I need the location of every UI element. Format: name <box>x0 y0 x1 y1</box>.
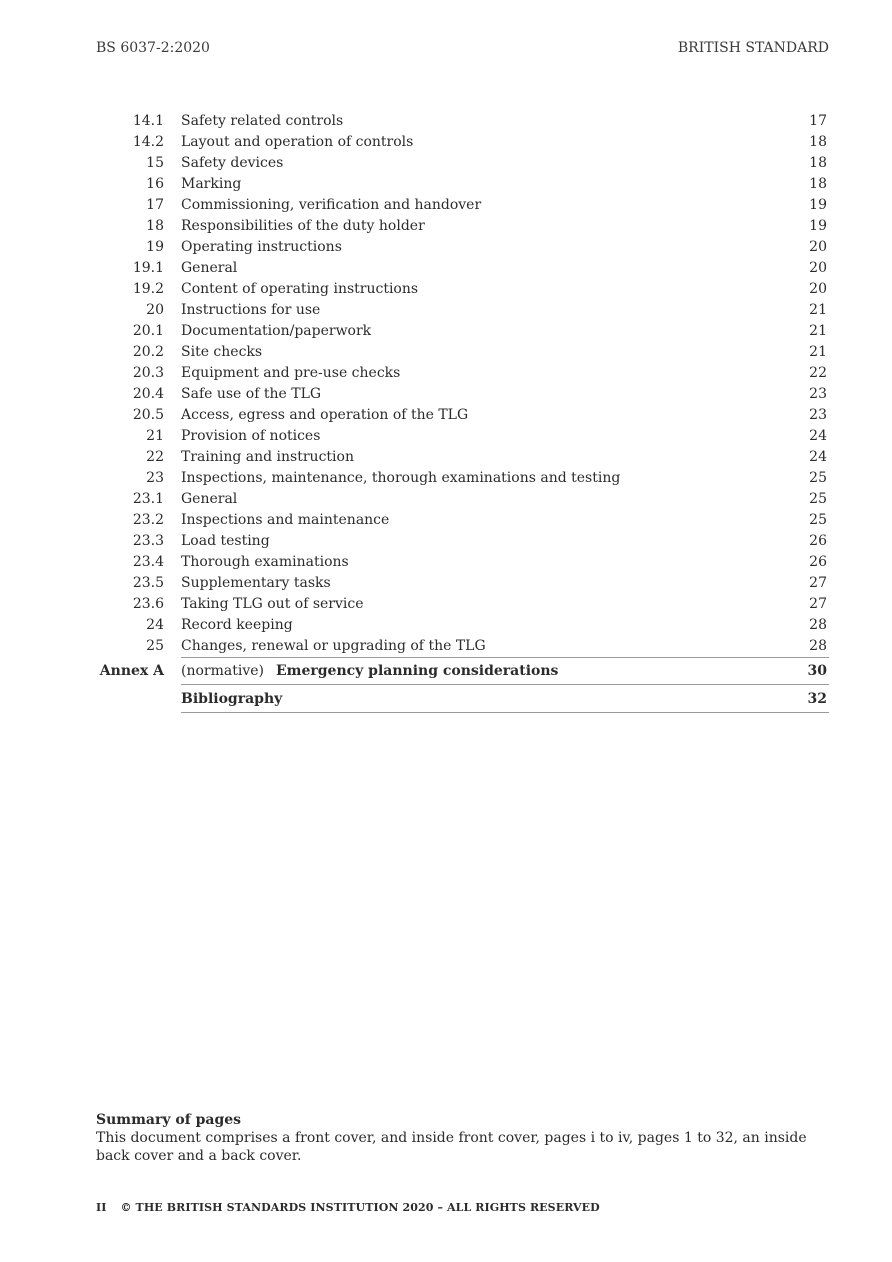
toc-entry-title: Instructions for use <box>181 302 321 318</box>
toc-entry[interactable] <box>96 447 829 468</box>
toc-entry-number: 20.4 <box>132 386 164 402</box>
toc-entry-page: 20 <box>809 260 827 276</box>
toc-entry-number: 20.5 <box>132 407 164 423</box>
toc-entry-number: 22 <box>146 449 164 465</box>
toc-entry-title: Operating instructions <box>181 239 342 255</box>
toc-entry-title: Equipment and pre-use checks <box>181 365 401 381</box>
toc-entry-page: 26 <box>809 533 827 549</box>
toc-entry-number: 16 <box>146 176 164 192</box>
toc-entry-number: 21 <box>146 428 164 444</box>
toc-entry-number: 23.1 <box>132 491 164 507</box>
toc-entry-title: General <box>181 491 238 507</box>
toc-entry-page: 19 <box>809 197 827 213</box>
annex-qualifier: (normative) <box>181 663 264 679</box>
toc-entry-title: Safety related controls <box>181 113 344 129</box>
toc-entry-title: Load testing <box>181 533 270 549</box>
toc-annex-row[interactable] <box>96 657 829 685</box>
toc-entry-number: 23.5 <box>132 575 164 591</box>
toc-entry-title: Taking TLG out of service <box>181 596 364 612</box>
toc-entry-title: Provision of notices <box>181 428 321 444</box>
toc-entry-title: Inspections, maintenance, thorough examinations and testing <box>181 470 621 486</box>
toc-entry-number: 23 <box>146 470 164 486</box>
toc-entry[interactable] <box>96 153 829 174</box>
toc-entry[interactable] <box>96 615 829 636</box>
toc-entry[interactable] <box>96 531 829 552</box>
toc-entry[interactable] <box>96 279 829 300</box>
toc-entry-number: 14.2 <box>132 134 164 150</box>
toc-entry-page: 27 <box>809 596 827 612</box>
toc-entry-title: General <box>181 260 238 276</box>
toc-entry-page: 19 <box>809 218 827 234</box>
toc-annex-title <box>181 657 558 685</box>
toc-entry-page: 28 <box>809 617 827 633</box>
rule-line <box>181 712 829 713</box>
toc-entry-page: 20 <box>809 281 827 297</box>
toc-entry-title: Thorough examinations <box>181 554 349 570</box>
toc-entry-number: 19 <box>146 239 164 255</box>
toc-entry-title: Supplementary tasks <box>181 575 331 591</box>
toc-entry[interactable] <box>96 174 829 195</box>
toc-entry-title: Training and instruction <box>181 449 354 465</box>
toc-annex-page: 30 <box>807 663 827 679</box>
toc-entry-title: Access, egress and operation of the TLG <box>181 407 469 423</box>
standard-number: BS 6037-2:2020 <box>96 40 210 56</box>
toc-entry-title: Documentation/paperwork <box>181 323 372 339</box>
toc-entry-number: 20.3 <box>132 365 164 381</box>
toc-annex-number: Annex A <box>99 663 164 679</box>
toc-entry-number: 23.4 <box>132 554 164 570</box>
toc-entry-page: 18 <box>809 134 827 150</box>
toc-entry-page: 22 <box>809 365 827 381</box>
toc-entry[interactable] <box>96 636 829 657</box>
page-number: II <box>96 1201 107 1214</box>
toc-entry[interactable] <box>96 216 829 237</box>
toc-entry-number: 23.2 <box>132 512 164 528</box>
toc-entry-page: 25 <box>809 470 827 486</box>
toc-entry-title: Layout and operation of controls <box>181 134 414 150</box>
toc-entry-number: 15 <box>146 155 164 171</box>
toc-bibliography-row[interactable] <box>96 685 829 713</box>
toc-entry[interactable] <box>96 405 829 426</box>
toc-entry[interactable] <box>96 111 829 132</box>
toc-entry[interactable] <box>96 510 829 531</box>
toc-entry-page: 18 <box>809 176 827 192</box>
toc-entry-page: 21 <box>809 302 827 318</box>
toc-entry-title: Record keeping <box>181 617 293 633</box>
toc-entry-title: Safe use of the TLG <box>181 386 322 402</box>
toc-entry[interactable] <box>96 321 829 342</box>
toc-entry-title: Responsibilities of the duty holder <box>181 218 425 234</box>
toc-entry-number: 17 <box>146 197 164 213</box>
summary-of-pages <box>96 1111 829 1165</box>
toc-entry[interactable] <box>96 237 829 258</box>
toc-entry-number: 25 <box>146 638 164 654</box>
toc-entry-number: 19.1 <box>132 260 164 276</box>
toc-entry-page: 24 <box>809 449 827 465</box>
summary-heading: Summary of pages <box>96 1112 242 1128</box>
page-footer <box>96 1201 600 1214</box>
toc-entry-number: 20 <box>146 302 164 318</box>
toc-entry-page: 21 <box>809 344 827 360</box>
toc-entry[interactable] <box>96 468 829 489</box>
toc-entry-page: 21 <box>809 323 827 339</box>
annex-title-text: Emergency planning considerations <box>275 663 559 679</box>
toc-entry-title: Safety devices <box>181 155 284 171</box>
toc-entry-number: 23.6 <box>132 596 164 612</box>
toc-entry-page: 24 <box>809 428 827 444</box>
table-of-contents <box>96 111 829 713</box>
toc-entry[interactable] <box>96 594 829 615</box>
toc-entry-title: Inspections and maintenance <box>181 512 390 528</box>
toc-entry-page: 20 <box>809 239 827 255</box>
toc-entry[interactable] <box>96 342 829 363</box>
toc-entry-page: 28 <box>809 638 827 654</box>
toc-entry-page: 18 <box>809 155 827 171</box>
toc-bibliography-page: 32 <box>807 691 827 707</box>
toc-entry-title: Changes, renewal or upgrading of the TLG <box>181 638 486 654</box>
toc-entry-number: 20.2 <box>132 344 164 360</box>
publisher-label: BRITISH STANDARD <box>677 40 829 56</box>
summary-text: This document comprises a front cover, and inside front cover, pages i to iv, pages 1 to 32, an inside back cover and a back cover. <box>96 1130 807 1164</box>
toc-entry[interactable] <box>96 573 829 594</box>
toc-entry-number: 24 <box>146 617 164 633</box>
toc-entry[interactable] <box>96 384 829 405</box>
toc-entry-page: 27 <box>809 575 827 591</box>
toc-entry[interactable] <box>96 552 829 573</box>
toc-entry-number: 18 <box>146 218 164 234</box>
toc-entry-title: Commissioning, verification and handover <box>181 197 482 213</box>
toc-entry[interactable] <box>96 258 829 279</box>
toc-entry[interactable] <box>96 363 829 384</box>
toc-entry-title: Marking <box>181 176 242 192</box>
toc-entry-title: Content of operating instructions <box>181 281 419 297</box>
toc-entry-number: 14.1 <box>132 113 164 129</box>
toc-entry[interactable] <box>96 300 829 321</box>
toc-entry-number: 19.2 <box>132 281 164 297</box>
toc-entry-page: 23 <box>809 386 827 402</box>
toc-entry-number: 23.3 <box>132 533 164 549</box>
toc-entry[interactable] <box>96 426 829 447</box>
toc-bibliography-title: Bibliography <box>181 691 283 707</box>
toc-entry-number: 20.1 <box>132 323 164 339</box>
toc-entry-page: 25 <box>809 512 827 528</box>
toc-entry-page: 25 <box>809 491 827 507</box>
toc-entry-page: 26 <box>809 554 827 570</box>
toc-entry[interactable] <box>96 195 829 216</box>
toc-entry-page: 17 <box>809 113 827 129</box>
toc-entry-title: Site checks <box>181 344 263 360</box>
toc-entry[interactable] <box>96 132 829 153</box>
toc-entry-page: 23 <box>809 407 827 423</box>
copyright-notice: © THE BRITISH STANDARDS INSTITUTION 2020 – ALL RIGHTS RESERVED <box>120 1201 600 1214</box>
toc-entry[interactable] <box>96 489 829 510</box>
